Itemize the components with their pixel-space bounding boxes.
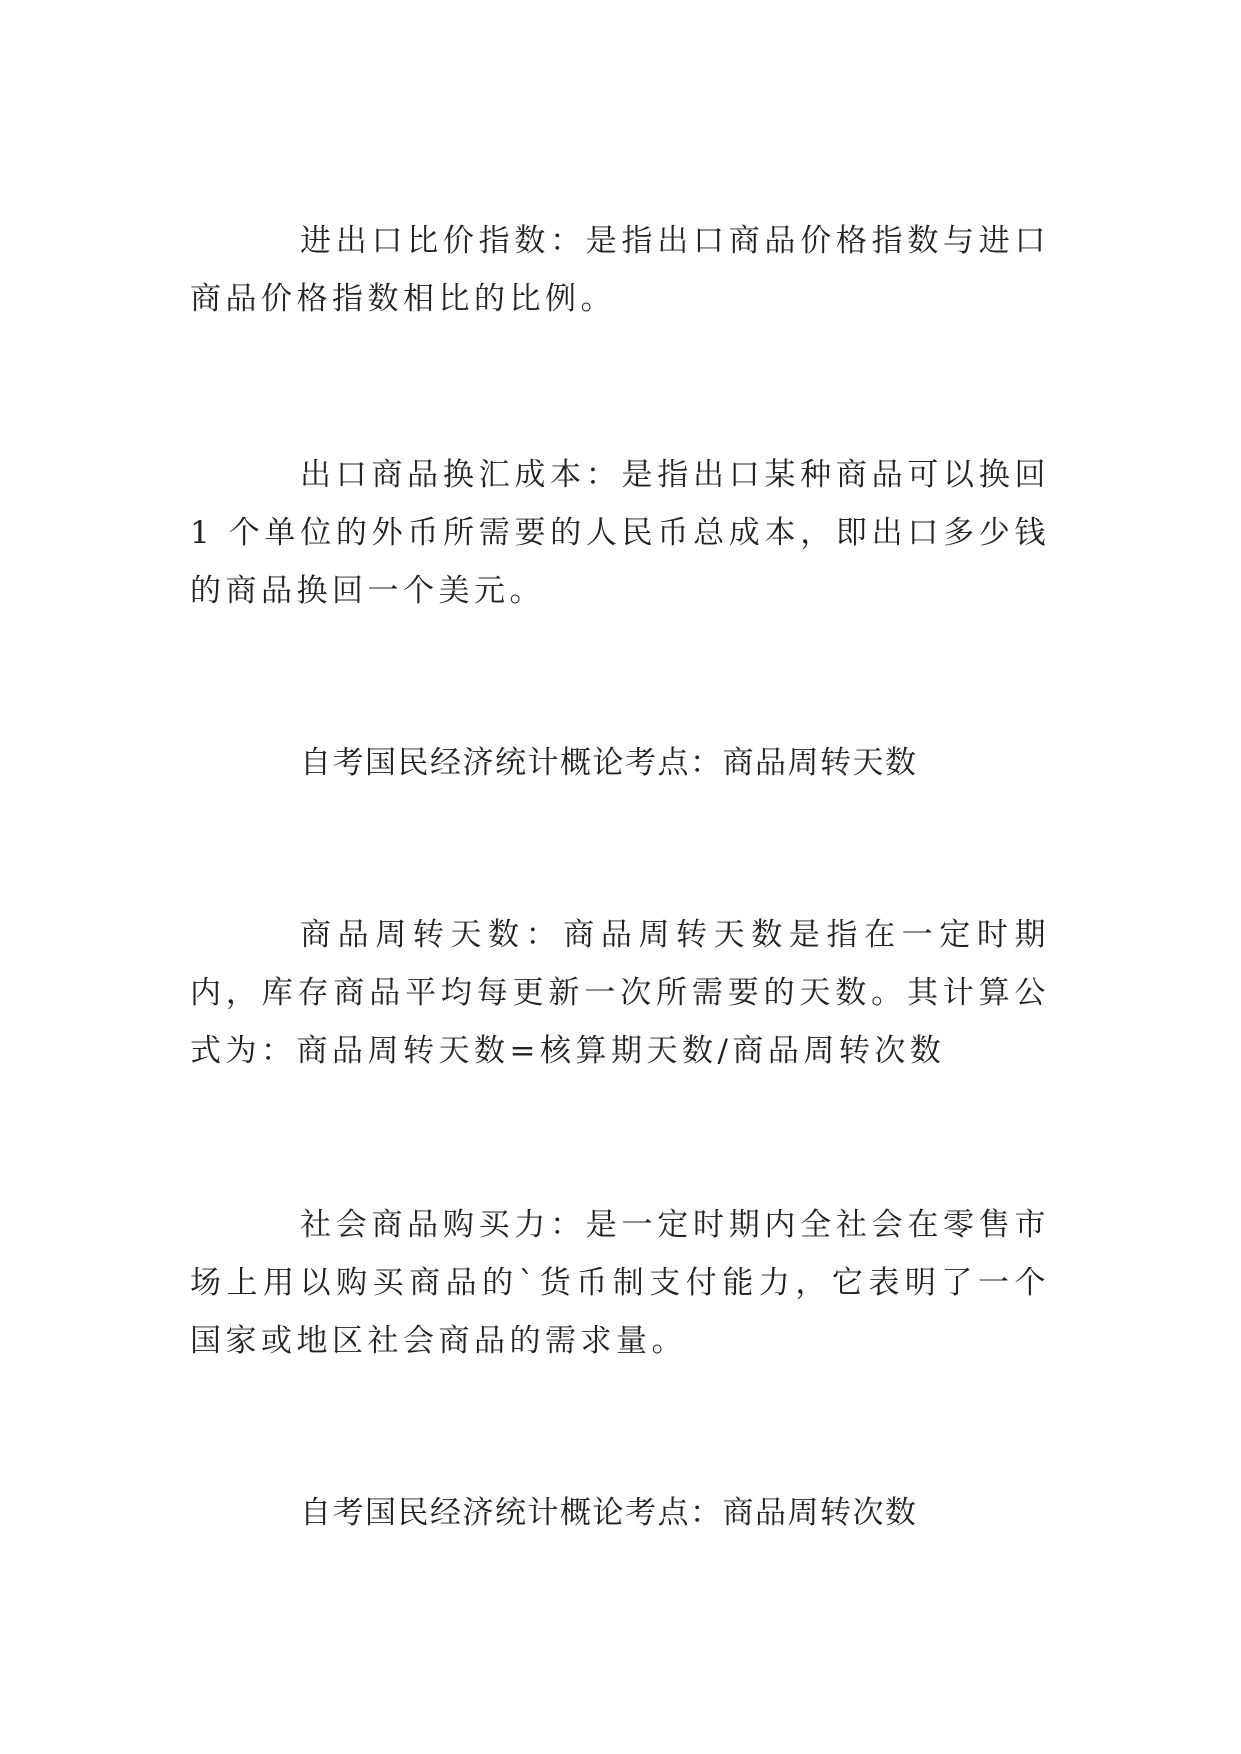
- paragraph-purchasing-power: 社会商品购买力：是一定时期内全社会在零售市场上用以购买商品的`货币制支付能力，它表明了一个国家或地区社会商品的需求量。: [190, 1207, 1050, 1359]
- paragraph-export-import-price-index: 进出口比价指数：是指出口商品价格指数与进口商品价格指数相比的比例。: [190, 223, 1050, 317]
- heading-turnover-days: 自考国民经济统计概论考点：商品周转天数: [300, 745, 918, 781]
- heading-turnover-times: 自考国民经济统计概论考点：商品周转次数: [300, 1495, 918, 1531]
- paragraph-turnover-days: 商品周转天数：商品周转天数是指在一定时期内，库存商品平均每更新一次所需要的天数。其计算公式为：商品周转天数=核算期天数/商品周转次数: [190, 917, 1050, 1069]
- paragraph-export-exchange-cost: 出口商品换汇成本：是指出口某种商品可以换回 1 个单位的外币所需要的人民币总成本，即出口多少钱的商品换回一个美元。: [190, 457, 1050, 609]
